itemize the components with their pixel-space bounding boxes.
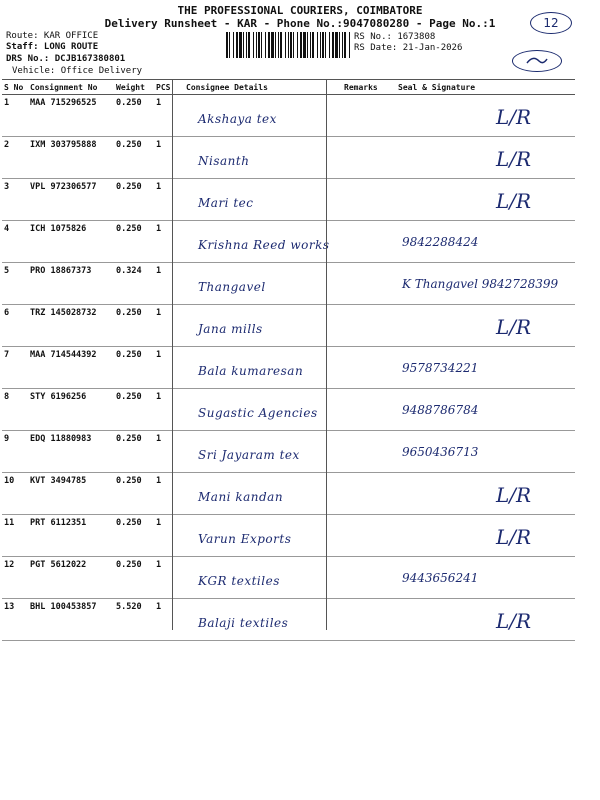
barcode-bar [300,32,302,58]
row-sno: 6 [2,305,28,347]
barcode-bar [290,32,292,58]
barcode-bar [248,32,250,58]
handwritten-signature: L/R [496,609,532,633]
table-row [2,263,575,305]
table-row [2,179,575,221]
table-row [2,221,575,263]
row-sno: 9 [2,431,28,473]
row-weight: 0.250 [114,221,154,263]
row-weight: 0.324 [114,263,154,305]
handwritten-consignee: Sri Jayaram tex [198,448,300,462]
table-row [2,599,575,641]
barcode-bar [317,32,318,58]
barcode-bar [280,32,282,58]
barcode-bar [344,32,346,58]
row-signature-cell [396,179,575,221]
row-signature-cell [396,389,575,431]
row-signature-cell [396,473,575,515]
handwritten-signature: 9578734221 [402,361,479,375]
barcode-bar [349,32,350,58]
handwritten-consignee: Varun Exports [198,532,292,546]
handwritten-signature: L/R [496,483,532,507]
row-signature-cell [396,347,575,389]
row-remarks [342,557,396,599]
handwritten-signature: 9443656241 [402,571,479,585]
row-consignee-cell [184,389,342,431]
row-consignee-cell [184,557,342,599]
handwritten-consignee: KGR textiles [198,574,280,588]
staff-label: Staff: LONG ROUTE [6,42,99,52]
row-signature-cell [396,221,575,263]
col-consignee: Consignee Details [184,80,342,95]
col-weight: Weight [114,80,154,95]
barcode-bar [339,32,340,58]
row-weight: 0.250 [114,137,154,179]
handwritten-signature: L/R [496,147,532,171]
row-consignment: BHL 100453857 [28,599,114,641]
handwritten-consignee: Balaji textiles [198,616,289,630]
row-sno: 12 [2,557,28,599]
barcode-bar [310,32,311,58]
row-remarks [342,95,396,137]
row-pcs: 1 [154,305,184,347]
col-seal: Seal & Signature [396,80,575,95]
route-label: Route: KAR OFFICE [6,31,99,41]
handwritten-signature: L/R [496,189,532,213]
row-pcs: 1 [154,263,184,305]
row-sno: 10 [2,473,28,515]
handwritten-consignee: Krishna Reed works [198,238,330,252]
handwritten-consignee: Mani kandan [198,490,284,504]
handwritten-signature: L/R [496,105,532,129]
row-consignee-cell [184,263,342,305]
barcode-bar [246,32,247,58]
table-row [2,95,575,137]
row-remarks [342,347,396,389]
barcode-bar [243,32,244,58]
row-pcs: 1 [154,431,184,473]
row-remarks [342,599,396,641]
row-remarks [342,221,396,263]
row-signature-cell [396,431,575,473]
col-sno: S No [2,80,28,95]
row-sno: 4 [2,221,28,263]
barcode-bar [335,32,338,58]
row-remarks [342,473,396,515]
row-consignee-cell [184,95,342,137]
barcode-bar [342,32,343,58]
row-remarks [342,263,396,305]
row-pcs: 1 [154,599,184,641]
row-remarks [342,305,396,347]
table-row [2,305,575,347]
barcode-bar [253,32,254,58]
row-consignee-cell [184,473,342,515]
barcode-bar [258,32,260,58]
barcode-bar [268,32,270,58]
row-weight: 5.520 [114,599,154,641]
row-sno: 13 [2,599,28,641]
initial-mark-circle [512,50,562,72]
row-weight: 0.250 [114,473,154,515]
col-consignment: Consignment No [28,80,114,95]
runsheet-table [2,79,575,641]
drs-label: DRS No.: DCJB167380801 [6,54,126,64]
row-pcs: 1 [154,221,184,263]
row-signature-cell [396,137,575,179]
table-row [2,515,575,557]
row-sno: 8 [2,389,28,431]
row-consignment: MAA 715296525 [28,95,114,137]
row-consignment: PRT 6112351 [28,515,114,557]
barcode-bar [261,32,262,58]
vehicle-label: Vehicle: Office Delivery [12,66,143,76]
table-row [2,431,575,473]
barcode-bar [275,32,276,58]
row-consignee-cell [184,515,342,557]
row-weight: 0.250 [114,515,154,557]
row-consignment: STY 6196256 [28,389,114,431]
row-remarks [342,179,396,221]
handwritten-consignee: Akshaya tex [198,112,277,126]
row-consignee-cell [184,305,342,347]
handwritten-signature: 9650436713 [402,445,479,459]
row-consignment: EDQ 11880983 [28,431,114,473]
barcode-bar [226,32,228,58]
row-signature-cell [396,263,575,305]
barcode-bar [332,32,334,58]
col-remarks: Remarks [342,80,396,95]
row-weight: 0.250 [114,389,154,431]
row-remarks [342,515,396,557]
row-remarks [342,389,396,431]
row-signature-cell [396,557,575,599]
row-signature-cell [396,305,575,347]
row-consignee-cell [184,347,342,389]
row-consignee-cell [184,599,342,641]
row-weight: 0.250 [114,557,154,599]
col-pcs: PCS [154,80,184,95]
row-consignment: KVT 3494785 [28,473,114,515]
runsheet-title: THE PROFESSIONAL COURIERS, COIMBATORE [177,4,423,17]
row-pcs: 1 [154,137,184,179]
row-weight: 0.250 [114,347,154,389]
row-consignee-cell [184,431,342,473]
row-consignment: PRO 18867373 [28,263,114,305]
barcode-bar [293,32,294,58]
row-remarks [342,137,396,179]
barcode-bar [233,32,234,58]
table-row [2,473,575,515]
row-sno: 5 [2,263,28,305]
handwritten-consignee: Jana mills [198,322,263,336]
row-consignment: IXM 303795888 [28,137,114,179]
row-sno: 7 [2,347,28,389]
row-weight: 0.250 [114,431,154,473]
handwritten-consignee: Nisanth [198,154,250,168]
row-consignment: PGT 5612022 [28,557,114,599]
table-row [2,347,575,389]
row-consignment: TRZ 145028732 [28,305,114,347]
barcode-bar [285,32,286,58]
handwritten-signature: 9842288424 [402,235,479,249]
row-consignment: MAA 714544392 [28,347,114,389]
row-sno: 1 [2,95,28,137]
row-weight: 0.250 [114,179,154,221]
row-pcs: 1 [154,347,184,389]
row-consignee-cell [184,221,342,263]
row-signature-cell [396,515,575,557]
page-count-circle: 12 [530,12,572,34]
row-pcs: 1 [154,473,184,515]
row-sno: 11 [2,515,28,557]
barcode-bar [278,32,279,58]
handwritten-signature: K Thangavel 9842728399 [402,277,559,291]
barcode-bar [297,32,298,58]
barcode-bar [325,32,326,58]
barcode-bar [322,32,324,58]
handwritten-consignee: Bala kumaresan [198,364,304,378]
barcode [226,32,350,58]
row-remarks [342,431,396,473]
row-consignment: VPL 972306577 [28,179,114,221]
row-sno: 2 [2,137,28,179]
row-pcs: 1 [154,95,184,137]
barcode-bar [265,32,266,58]
handwritten-signature: 9488786784 [402,403,479,417]
row-pcs: 1 [154,557,184,599]
rs-date: RS Date: 21-Jan-2026 [354,43,463,53]
row-signature-cell [396,95,575,137]
barcode-bar [239,32,242,58]
handwritten-signature: L/R [496,525,532,549]
row-pcs: 1 [154,179,184,221]
table-row [2,557,575,599]
row-pcs: 1 [154,515,184,557]
handwritten-consignee: Mari tec [198,196,254,210]
row-signature-cell [396,599,575,641]
barcode-bar [307,32,308,58]
barcode-bar [303,32,306,58]
barcode-bar [229,32,230,58]
barcode-bar [256,32,257,58]
barcode-bar [320,32,321,58]
handwritten-signature: L/R [496,315,532,339]
handwritten-consignee: Sugastic Agencies [198,406,318,420]
barcode-bar [236,32,238,58]
table-row [2,137,575,179]
table-row [2,389,575,431]
barcode-bar [312,32,314,58]
column-divider [326,80,327,630]
handwritten-consignee: Thangavel [198,280,266,294]
barcode-bar [329,32,330,58]
row-weight: 0.250 [114,305,154,347]
barcode-bar [271,32,274,58]
row-consignee-cell [184,137,342,179]
row-sno: 3 [2,179,28,221]
row-consignee-cell [184,179,342,221]
rs-number: RS No.: 1673808 [354,32,436,42]
row-weight: 0.250 [114,95,154,137]
row-consignment: ICH 1075826 [28,221,114,263]
row-pcs: 1 [154,389,184,431]
runsheet-subtitle: Delivery Runsheet - KAR - Phone No.:9047080280 - Page No.:1 [104,17,496,30]
column-divider [172,80,173,630]
barcode-bar [288,32,289,58]
